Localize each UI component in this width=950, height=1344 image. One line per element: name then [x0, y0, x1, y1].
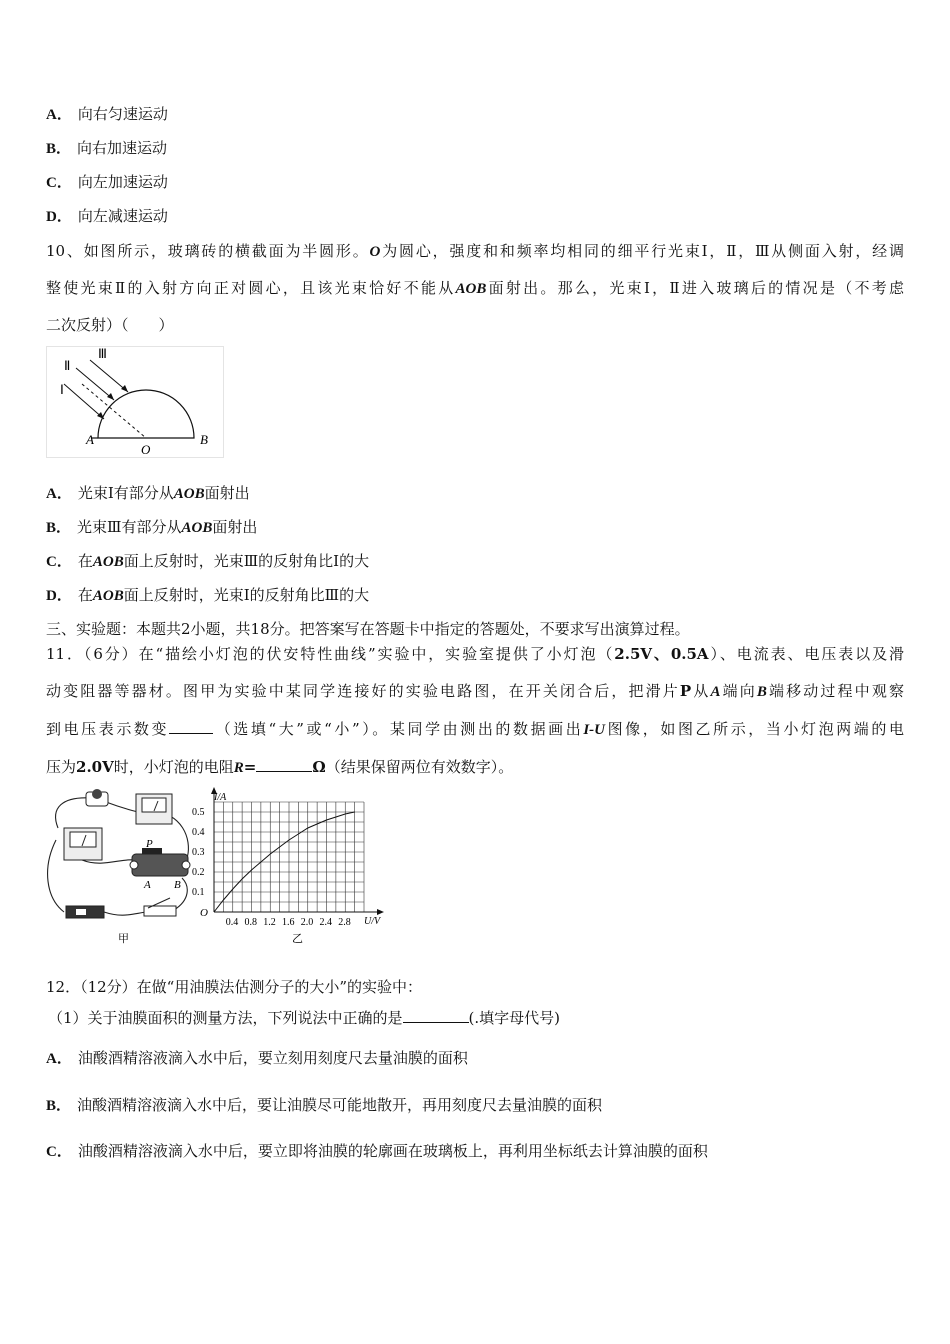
bulb-icon: [86, 789, 108, 806]
q10-option-c: C． 在AOB面上反射时，光束Ⅲ的反射角比Ⅰ的大: [46, 552, 370, 570]
q12-stem-line2: （1）关于油膜面积的测量方法，下列说法中正确的是 (.填字母代号): [48, 1009, 561, 1027]
label-a-terminal: A: [144, 879, 151, 891]
y-axis-label: I/A: [214, 792, 227, 803]
switch-icon: [144, 898, 176, 916]
x-tick-label: 1.6: [282, 917, 295, 928]
q11-stem-line2: 动变阻器等器材。图甲为实验中某同学连接好的实验电路图，在开关闭合后，把滑片P从A端向B端移动过程中观察: [46, 682, 904, 700]
q11-blank-1[interactable]: [169, 719, 213, 734]
voltmeter-icon: [64, 828, 102, 860]
label-b: B: [200, 432, 208, 447]
q12-blank[interactable]: [403, 1008, 469, 1023]
y-tick-label: 0.2: [192, 867, 205, 878]
q10-option-b: B． 光束Ⅲ有部分从AOB面射出: [46, 518, 258, 536]
q11-iu-chart: [188, 786, 388, 948]
ammeter-icon: [136, 794, 172, 824]
figure-border: [47, 347, 224, 458]
q9-option-d: D． 向左减速运动: [46, 207, 168, 225]
origin-label: O: [200, 907, 208, 919]
y-tick-label: 0.4: [192, 827, 205, 838]
chart-grid: [214, 802, 364, 912]
q11-stem-line3: 到电压表示数变 （选填“大”或“小”）。某同学由测出的数据画出I-U图像，如图乙所示，当小灯泡两端的电: [46, 720, 904, 738]
label-beam-iii: Ⅲ: [98, 346, 107, 361]
label-p: P: [146, 838, 153, 850]
x-axis-label: U/V: [364, 916, 381, 927]
q10-option-d: D． 在AOB面上反射时，光束Ⅰ的反射角比Ⅲ的大: [46, 586, 370, 604]
q9-option-b: B． 向右加速运动: [46, 139, 168, 157]
chart-axes: [211, 787, 384, 915]
wire-3: [48, 840, 64, 912]
x-tick-label: 0.4: [225, 917, 239, 928]
q11-stem-line1: 11．（6分）在“描绘小灯泡的伏安特性曲线”实验中，实验室提供了小灯泡（2.5V、0.5A）、电流表、电压表以及滑: [46, 645, 904, 663]
q9-option-c: C． 向左加速运动: [46, 173, 168, 191]
x-tick-label: 2.8: [338, 917, 351, 928]
q11-stem-line4: 压为2.0V时，小灯泡的电阻R= Ω（结果保留两位有效数字）。: [46, 758, 514, 776]
q10-stem-line3: 二次反射）（ ）: [46, 316, 174, 334]
x-tick-label: 2.0: [300, 917, 314, 928]
beam-ii-line: [76, 368, 114, 400]
y-tick-label: 0.1: [192, 887, 205, 898]
y-tick-label: 0.5: [192, 807, 205, 818]
beam-iii-line: [90, 360, 128, 392]
battery-icon: [66, 906, 104, 918]
x-axis-arrow: [377, 909, 384, 915]
q12-option-c: C． 油酸酒精溶液滴入水中后，要立即将油膜的轮廓画在玻璃板上，再利用坐标纸去计算油膜的面积: [46, 1142, 708, 1160]
beam-ii-dashed: [82, 384, 146, 438]
q12-option-b: B． 油酸酒精溶液滴入水中后，要让油膜尽可能地散开，再用刻度尺去量油膜的面积: [46, 1096, 603, 1114]
wire-2: [106, 802, 138, 812]
label-beam-i: Ⅰ: [60, 382, 64, 397]
q11-blank-2[interactable]: [256, 757, 312, 772]
q11-circuit-figure: [42, 788, 202, 948]
label-o: O: [141, 442, 151, 457]
q10-option-a: A． 光束Ⅰ有部分从AOB面射出: [46, 484, 250, 502]
label-beam-ii: Ⅱ: [64, 358, 71, 373]
x-tick-label: 0.8: [244, 917, 257, 928]
label-b-terminal: B: [174, 879, 181, 891]
q10-stem-line2: 整使光束Ⅱ的入射方向正对圆心，且该光束恰好不能从AOB面射出。那么，光束Ⅰ，Ⅱ进入玻璃后的情况是（不考虑: [46, 279, 904, 297]
wire-6: [104, 912, 146, 915]
y-tick-label: 0.3: [192, 847, 205, 858]
label-yi: 乙: [292, 933, 303, 945]
x-tick-label: 2.4: [319, 917, 332, 928]
q12-option-a: A． 油酸酒精溶液滴入水中后，要立刻用刻度尺去量油膜的面积: [46, 1049, 468, 1067]
q10-stem-line1: 10、如图所示，玻璃砖的横截面为半圆形。O为圆心，强度和和频率均相同的细平行光束Ⅰ，Ⅱ，Ⅲ从侧面入射，经调: [46, 242, 904, 260]
q9-option-a: A． 向右匀速运动: [46, 105, 168, 123]
x-tick-label: 1.2: [263, 917, 276, 928]
label-jia: 甲: [118, 933, 129, 945]
beam-i-line: [64, 384, 104, 419]
label-a: A: [86, 432, 94, 447]
q12-stem-line1: 12．（12分）在做“用油膜法估测分子的大小”的实验中：: [46, 978, 423, 996]
rheostat-icon: [130, 848, 190, 876]
q10-semicircle-figure: [46, 346, 224, 458]
section-3-heading: 三、实验题：本题共2小题，共18分。把答案写在答题卡中指定的答题处，不要求写出演算过程。: [46, 620, 690, 638]
